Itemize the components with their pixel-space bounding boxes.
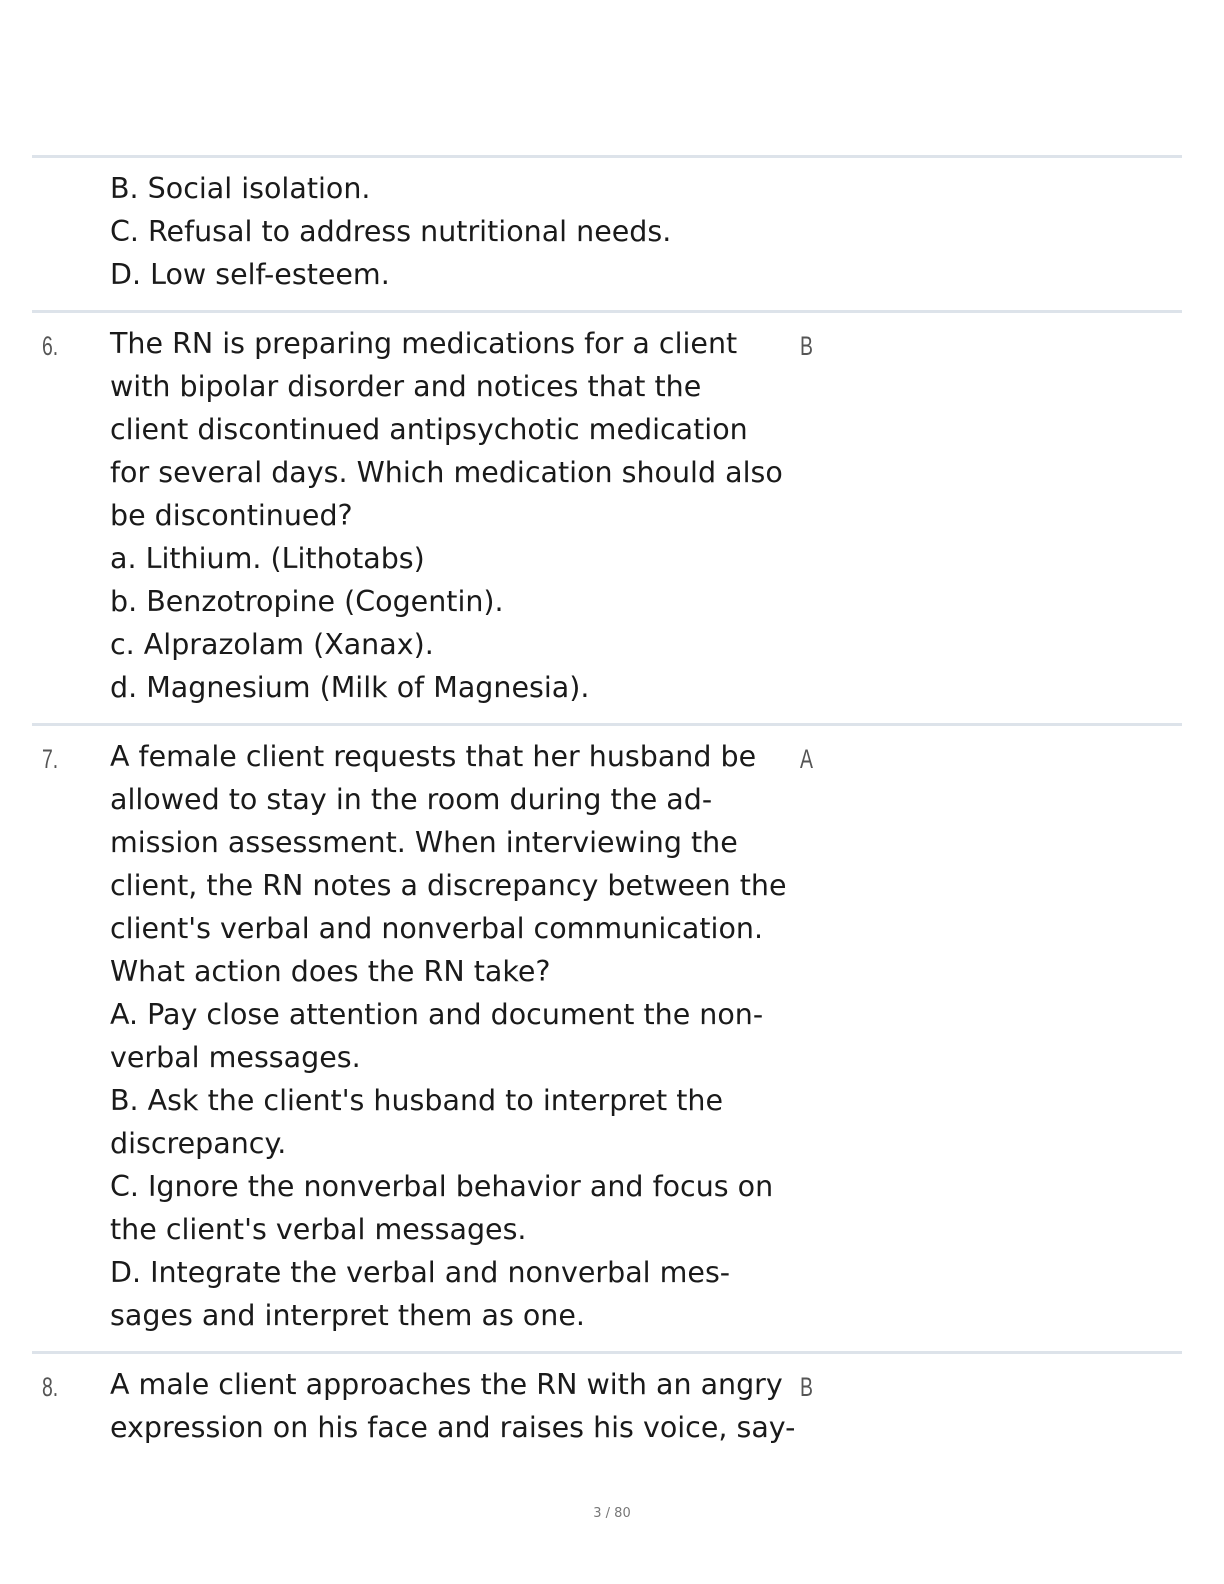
flashcard-table	[32, 155, 1182, 1463]
question-line: allowed to stay in the room during the ad-	[110, 783, 713, 816]
option-text: D. Low self-esteem.	[110, 258, 390, 291]
answer-key: B	[800, 1372, 813, 1402]
option-text: sages and interpret them as one.	[110, 1299, 585, 1332]
option-text: verbal messages.	[110, 1041, 361, 1074]
option-text: d. Magnesium (Milk of Magnesia).	[110, 671, 590, 704]
question-line: with bipolar disorder and notices that the	[110, 370, 702, 403]
question-line: What action does the RN take?	[110, 955, 551, 988]
page-indicator: 3 / 80	[593, 1506, 631, 1521]
option-text: C. Refusal to address nutritional needs.	[110, 215, 672, 248]
option-text: A. Pay close attention and document the non-	[110, 998, 764, 1031]
question-row-6	[32, 310, 1182, 723]
question-text	[110, 735, 800, 1337]
answer-key: B	[800, 331, 813, 361]
question-row-5-continued	[32, 155, 1182, 310]
question-line: mission assessment. When interviewing the	[110, 826, 738, 859]
question-text	[110, 322, 800, 709]
question-number: 7.	[42, 744, 59, 774]
question-line: client discontinued antipsychotic medication	[110, 413, 748, 446]
option-text: B. Ask the client's husband to interpret the	[110, 1084, 723, 1117]
question-line: A female client requests that her husband be	[110, 740, 757, 773]
option-text: C. Ignore the nonverbal behavior and focus on	[110, 1170, 774, 1203]
option-text: a. Lithium. (Lithotabs)	[110, 542, 425, 575]
question-text	[110, 1363, 800, 1449]
question-line: be discontinued?	[110, 499, 353, 532]
option-text: D. Integrate the verbal and nonverbal mes-	[110, 1256, 731, 1289]
question-line: A male client approaches the RN with an angry	[110, 1368, 783, 1401]
question-line: client's verbal and nonverbal communication.	[110, 912, 764, 945]
question-line: for several days. Which medication should also	[110, 456, 783, 489]
question-number: 6.	[42, 331, 59, 361]
option-text: c. Alprazolam (Xanax).	[110, 628, 434, 661]
question-line: expression on his face and raises his voice, say-	[110, 1411, 796, 1444]
question-line: The RN is preparing medications for a client	[110, 327, 738, 360]
question-row-7	[32, 723, 1182, 1351]
option-text: B. Social isolation.	[110, 172, 371, 205]
question-line: client, the RN notes a discrepancy between the	[110, 869, 787, 902]
question-number: 8.	[42, 1372, 59, 1402]
question-row-8	[32, 1351, 1182, 1463]
option-text: b. Benzotropine (Cogentin).	[110, 585, 504, 618]
question-text	[110, 167, 800, 296]
option-text: the client's verbal messages.	[110, 1213, 527, 1246]
answer-key: A	[800, 744, 813, 774]
option-text: discrepancy.	[110, 1127, 287, 1160]
